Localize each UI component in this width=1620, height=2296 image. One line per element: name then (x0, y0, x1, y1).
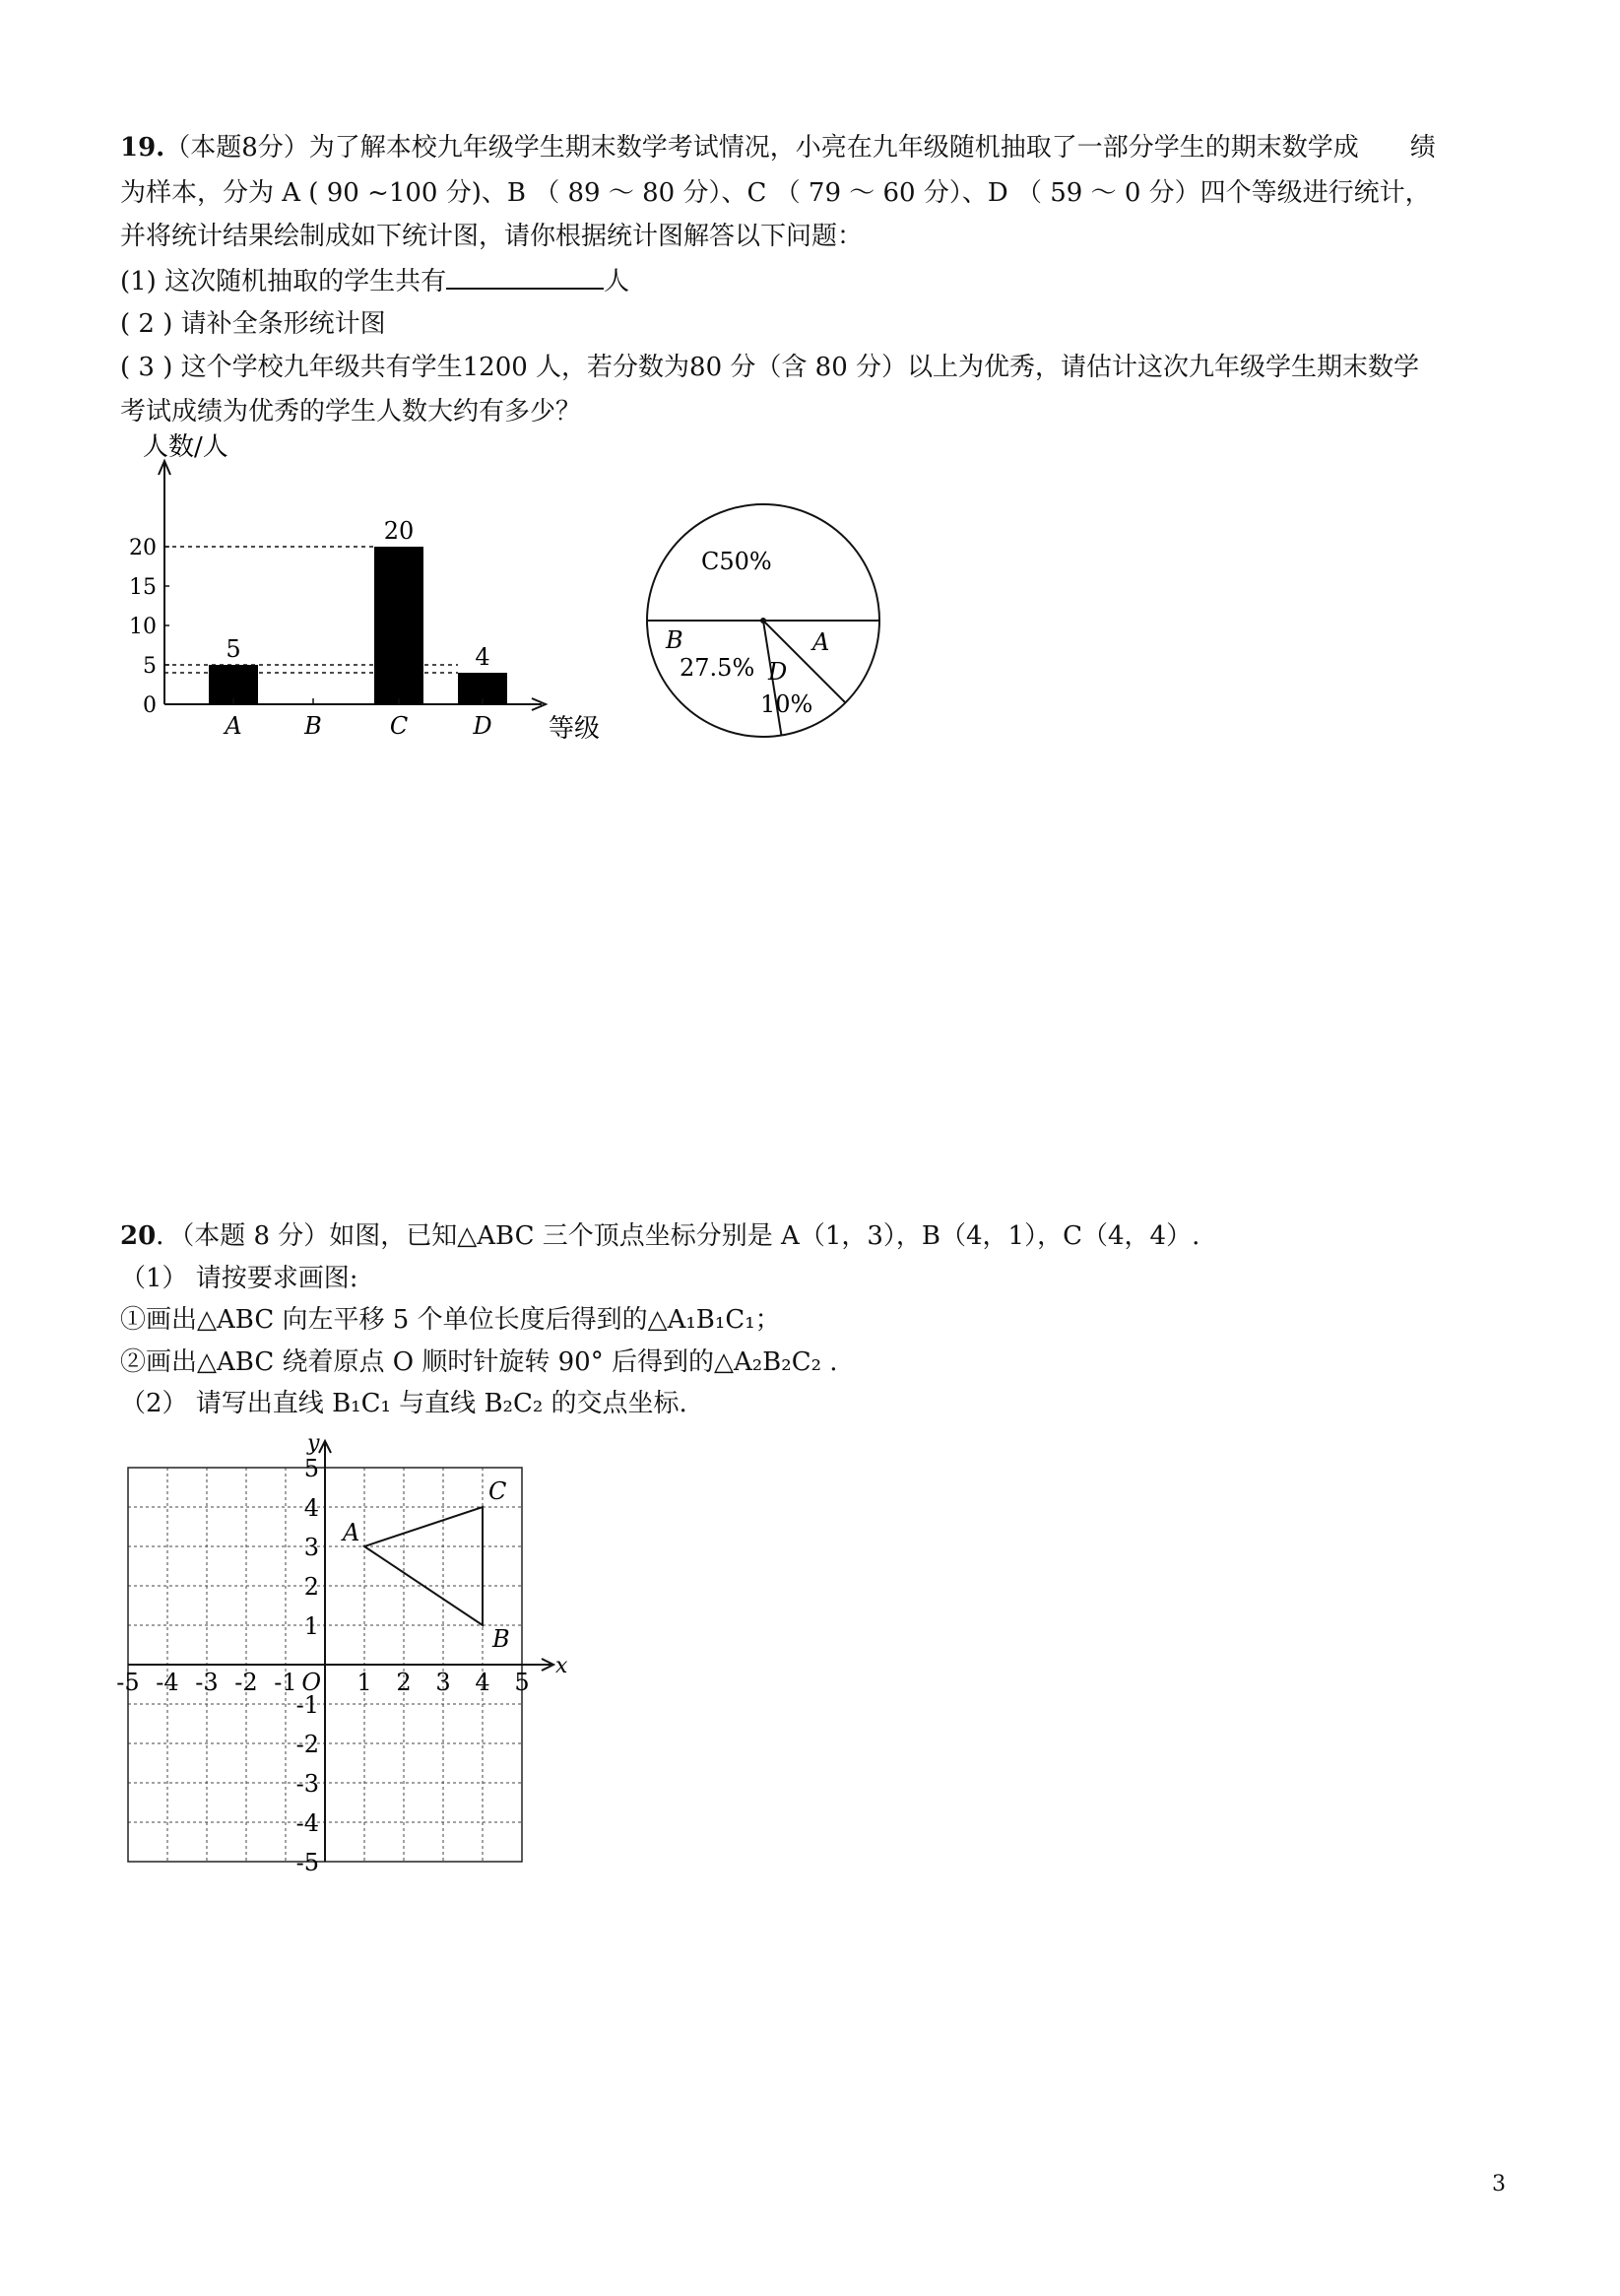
y-tick-label: 5 (143, 654, 157, 679)
q20-line4: ②画出△ABC 绕着原点 O 顺时针旋转 90° 后得到的△A₂B₂C₂ . (120, 1347, 838, 1377)
q20-line3: ①画出△ABC 向左平移 5 个单位长度后得到的△A₁B₁C₁； (120, 1305, 781, 1335)
y-tick-label: 15 (129, 575, 157, 600)
page-number: 3 (1492, 2172, 1506, 2197)
x-tick-label: 3 (435, 1669, 451, 1696)
bar-C (374, 547, 423, 704)
q20-line2: （1） 请按要求画图: (120, 1264, 358, 1293)
q19-sub2: ( 2 ) 请补全条形统计图 (120, 309, 386, 339)
y-tick-label: -5 (295, 1849, 319, 1876)
y-tick-label: 1 (303, 1612, 319, 1640)
y-tick-label: 4 (303, 1494, 319, 1522)
x-tick-label: B (304, 712, 322, 740)
vertex-label-c: C (488, 1477, 507, 1505)
x-tick-label: 1 (356, 1669, 372, 1696)
x-tick-label: -4 (156, 1669, 179, 1696)
x-tick-label: -3 (195, 1669, 219, 1696)
x-tick-label: 4 (475, 1669, 490, 1696)
q20-stem: ．（本题 8 分）如图，已知△ABC 三个顶点坐标分别是 A（1，3），B（4，1），C（4，4）. (156, 1221, 1200, 1251)
triangle-abc (364, 1507, 483, 1625)
q20-number: 20 (120, 1221, 157, 1251)
q19-line1 (120, 133, 1436, 163)
y-tick-label: 20 (129, 536, 157, 560)
q19-sub1-text: (1) 这次随机抽取的学生共有 (120, 267, 447, 296)
pie-label-b-letter: B (666, 626, 683, 654)
q20-line1 (120, 1221, 1199, 1251)
q19-sub1-unit: 人 (604, 267, 630, 296)
y-tick-label: -2 (295, 1731, 319, 1758)
y-tick-label: 5 (303, 1455, 319, 1482)
q20-line5: （2） 请写出直线 B₁C₁ 与直线 B₂C₂ 的交点坐标. (120, 1389, 687, 1418)
y-tick-label: 2 (303, 1573, 319, 1601)
pie-label-d-letter: D (768, 658, 788, 686)
y-tick-label: -3 (295, 1770, 319, 1798)
y-tick-label: -1 (295, 1691, 319, 1719)
y-tick-label: 10 (129, 615, 157, 639)
y-tick-label: 3 (303, 1534, 319, 1561)
pie-label-a-letter: A (812, 628, 830, 656)
x-tick-label: -1 (274, 1669, 297, 1696)
bar-value-label: 4 (475, 643, 490, 671)
bar-chart (113, 433, 645, 758)
x-tick-label: C (389, 712, 409, 740)
x-tick-label: -5 (116, 1669, 140, 1696)
pie-label-c: C50% (701, 548, 772, 575)
y-axis-label: 人数/人 (143, 433, 228, 462)
q19-line2: 为样本，分为 A ( 90 ~100 分)、B （ 89 ～ 80 分）、C （ 79 ～ 60 分）、D （ 59 ～ 0 分）四个等级进行统计， (120, 178, 1431, 208)
pie-label-d-percent: 10% (760, 690, 813, 718)
x-axis-label: 等级 (549, 714, 601, 744)
origin-label: O (301, 1669, 321, 1696)
pie-chart (630, 492, 896, 758)
x-tick-label: A (225, 712, 242, 740)
y-tick-label: 0 (143, 693, 157, 718)
vertex-label-b: B (492, 1625, 510, 1653)
bar-value-label: 5 (226, 635, 241, 663)
x-tick-label: 5 (514, 1669, 530, 1696)
vertex-label-a: A (343, 1519, 360, 1546)
q19-stem-1: （本题8分）为了解本校九年级学生期末数学考试情况，小亮在九年级随机抽取了一部分学生的期末数学成 绩 (164, 133, 1436, 163)
x-tick-label: D (473, 712, 492, 740)
q19-line3: 并将统计结果绘制成如下统计图，请你根据统计图解答以下问题： (120, 222, 864, 251)
coordinate-grid (108, 1418, 601, 1891)
q19-sub1 (120, 266, 629, 296)
q19-sub3b: 考试成绩为优秀的学生人数大约有多少？ (120, 397, 582, 426)
y-tick-label: -4 (295, 1809, 319, 1837)
x-tick-label: 2 (396, 1669, 412, 1696)
y-axis-label: y (307, 1431, 320, 1456)
x-tick-label: -2 (234, 1669, 258, 1696)
answer-blank[interactable] (446, 266, 604, 290)
q19-sub3a: ( 3 ) 这个学校九年级共有学生1200 人，若分数为80 分（含 80 分）以上为优秀，请估计这次九年级学生期末数学 (120, 353, 1420, 382)
x-axis-label: x (555, 1654, 568, 1678)
q19-number: 19. (120, 133, 165, 163)
pie-center (760, 618, 766, 623)
pie-label-b-percent: 27.5% (680, 654, 755, 682)
bar-value-label: 20 (383, 517, 415, 545)
